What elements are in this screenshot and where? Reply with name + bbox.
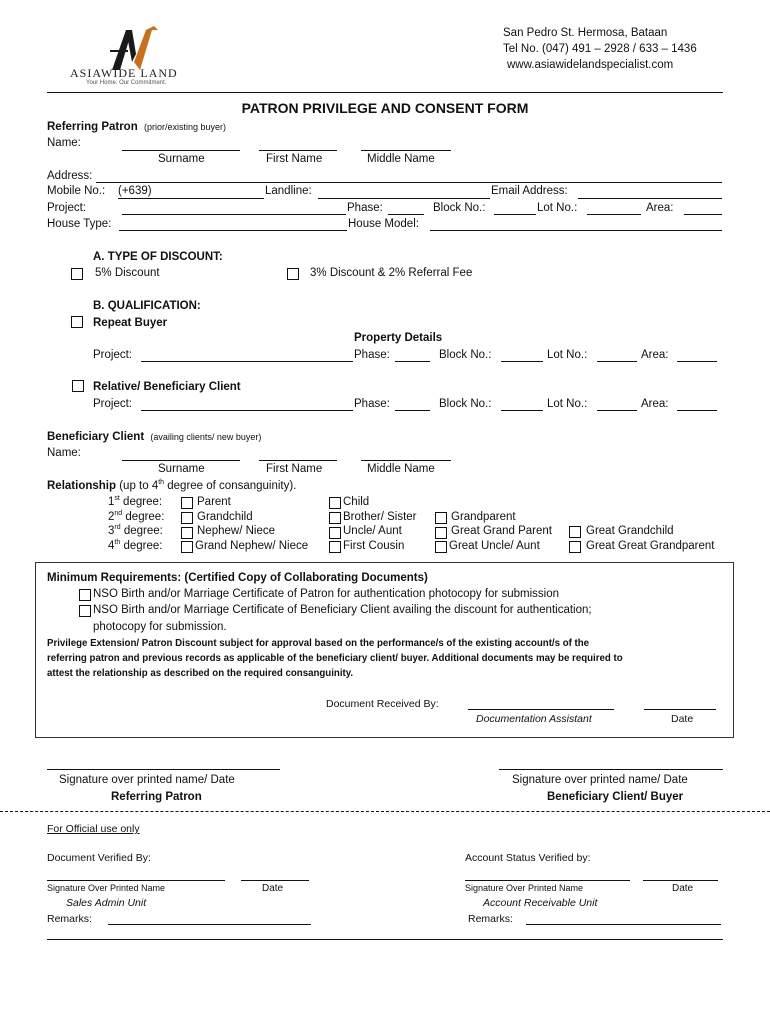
q1-phase-label: Phase: xyxy=(354,349,390,361)
req-beneficiary-cert-label-cont: photocopy for submission. xyxy=(93,621,227,633)
rel-great-grandchild-checkbox[interactable] xyxy=(569,526,581,538)
referring-project-label: Project: xyxy=(47,202,86,214)
company-address: San Pedro St. Hermosa, Bataan xyxy=(503,27,668,39)
referring-housetype-field[interactable] xyxy=(119,230,347,231)
q1-area-label: Area: xyxy=(641,349,669,361)
rel-great-grandchild-label: Great Grandchild xyxy=(586,525,674,537)
q2-project-field[interactable] xyxy=(141,410,353,411)
rel-child-label: Child xyxy=(343,496,370,508)
q2-phase-label: Phase: xyxy=(354,398,390,410)
q1-block-label: Block No.: xyxy=(439,349,492,361)
relative-checkbox[interactable] xyxy=(72,380,84,392)
req-note-line1: Privilege Extension/ Patron Discount subject for approval based on the performance/s of the existing account/s of the xyxy=(47,638,590,649)
req-patron-cert-label: NSO Birth and/or Marriage Certificate of Patron for authentication photocopy for submission xyxy=(93,588,559,600)
rel-great-great-grandparent-checkbox[interactable] xyxy=(569,541,581,553)
referring-mobile-field[interactable] xyxy=(118,198,264,199)
q2-block-label: Block No.: xyxy=(439,398,492,410)
rel-parent-label: Parent xyxy=(197,496,231,508)
degree-label: 4th degree: xyxy=(108,539,163,552)
ar-remarks-label: Remarks: xyxy=(468,913,513,925)
referring-heading: Referring Patron (prior/existing buyer) xyxy=(47,121,226,133)
rel-uncle-aunt-label: Uncle/ Aunt xyxy=(343,525,402,537)
beneficiary-middlename-label: Middle Name xyxy=(367,463,435,475)
ar-remarks-field[interactable] xyxy=(526,924,721,925)
header-divider xyxy=(47,92,723,93)
referring-name-label: Name: xyxy=(47,137,81,149)
q2-lot-label: Lot No.: xyxy=(547,398,588,410)
rel-grand-nephew-niece-label: Grand Nephew/ Niece xyxy=(195,540,309,552)
discount-3pct-checkbox[interactable] xyxy=(287,268,299,280)
beneficiary-signature-label: Signature over printed name/ Date xyxy=(512,774,688,786)
referring-address-label: Address: xyxy=(47,170,93,182)
q1-lot-field[interactable] xyxy=(597,361,637,362)
sales-sig-printed-label: Signature Over Printed Name xyxy=(47,883,166,893)
degree-label: 1st degree: xyxy=(108,495,163,508)
company-website[interactable]: www.asiawidelandspecialist.com xyxy=(507,59,674,71)
rel-great-grand-parent-label: Great Grand Parent xyxy=(451,525,552,537)
company-logo xyxy=(62,24,202,90)
referring-housemodel-label: House Model: xyxy=(348,218,419,230)
relative-label: Relative/ Beneficiary Client xyxy=(93,381,241,393)
q2-phase-field[interactable] xyxy=(395,410,430,411)
referring-landline-label: Landline: xyxy=(265,185,312,197)
document-verified-field[interactable] xyxy=(47,880,225,881)
rel-brother-sister-label: Brother/ Sister xyxy=(343,511,417,523)
rel-brother-sister-checkbox[interactable] xyxy=(329,512,341,524)
account-verified-label: Account Status Verified by: xyxy=(465,852,591,864)
rel-child-checkbox[interactable] xyxy=(329,497,341,509)
beneficiary-middlename-field[interactable] xyxy=(361,460,451,461)
doc-received-date-label: Date xyxy=(671,713,694,725)
discount-3pct-label: 3% Discount & 2% Referral Fee xyxy=(310,267,473,279)
req-patron-cert-checkbox[interactable] xyxy=(79,589,91,601)
degree-label: 3rd degree: xyxy=(108,524,163,537)
q2-area-field[interactable] xyxy=(677,410,717,411)
referring-mobile-label: Mobile No.: xyxy=(47,185,106,197)
referring-area-label: Area: xyxy=(646,202,674,214)
beneficiary-firstname-field[interactable] xyxy=(259,460,337,461)
repeat-buyer-label: Repeat Buyer xyxy=(93,317,168,329)
referring-housemodel-field[interactable] xyxy=(430,230,722,231)
logo-aw-icon xyxy=(62,24,202,72)
referring-address-field[interactable] xyxy=(96,182,722,183)
referring-landline-field[interactable] xyxy=(318,198,490,199)
rel-uncle-aunt-checkbox[interactable] xyxy=(329,527,341,539)
req-beneficiary-cert-label: NSO Birth and/or Marriage Certificate of Beneficiary Client availing the discount for authentication; xyxy=(93,604,592,616)
rel-great-great-grandparent-label: Great Great Grandparent xyxy=(586,540,715,552)
qualification-heading: B. QUALIFICATION: xyxy=(93,300,201,312)
rel-grandparent-checkbox[interactable] xyxy=(435,512,447,524)
document-received-field[interactable] xyxy=(468,709,614,710)
cut-line-divider xyxy=(0,811,770,812)
referring-phase-field[interactable] xyxy=(388,214,424,215)
referring-email-label: Email Address: xyxy=(491,185,568,197)
beneficiary-signature-role: Beneficiary Client/ Buyer xyxy=(547,791,684,803)
referring-signature-field[interactable] xyxy=(47,769,280,770)
account-verified-date-field[interactable] xyxy=(643,880,718,881)
rel-grandchild-label: Grandchild xyxy=(197,511,253,523)
q1-project-label: Project: xyxy=(93,349,132,361)
requirements-heading: Minimum Requirements: (Certified Copy of Collaborating Documents) xyxy=(47,572,428,584)
document-verified-date-field[interactable] xyxy=(241,880,309,881)
document-received-date-field[interactable] xyxy=(644,709,716,710)
referring-lot-label: Lot No.: xyxy=(537,202,578,214)
sales-remarks-label: Remarks: xyxy=(47,913,92,925)
relationship-line: Relationship (up to 4th degree of consanguinity). xyxy=(47,479,297,492)
ar-date-label: Date xyxy=(672,883,694,894)
rel-nephew-niece-label: Nephew/ Niece xyxy=(197,525,275,537)
referring-phase-label: Phase: xyxy=(347,202,383,214)
referring-mobile-prefix: (+639) xyxy=(118,185,152,197)
q2-project-label: Project: xyxy=(93,398,132,410)
sales-remarks-field[interactable] xyxy=(108,924,311,925)
ar-unit-label: Account Receivable Unit xyxy=(483,897,598,909)
referring-email-field[interactable] xyxy=(578,198,722,199)
beneficiary-signature-field[interactable] xyxy=(499,769,723,770)
rel-great-uncle-aunt-label: Great Uncle/ Aunt xyxy=(449,540,540,552)
referring-middlename-field[interactable] xyxy=(361,150,451,151)
referring-project-field[interactable] xyxy=(122,214,346,215)
referring-firstname-field[interactable] xyxy=(259,150,337,151)
q1-phase-field[interactable] xyxy=(395,361,430,362)
rel-grand-nephew-niece-checkbox[interactable] xyxy=(181,541,193,553)
rel-grandchild-checkbox[interactable] xyxy=(181,512,193,524)
req-note-line3: attest the relationship as described on the required consanguinity. xyxy=(47,668,354,679)
q2-area-label: Area: xyxy=(641,398,669,410)
referring-block-field[interactable] xyxy=(494,214,536,215)
ar-sig-printed-label: Signature Over Printed Name xyxy=(465,883,584,893)
q2-lot-field[interactable] xyxy=(597,410,637,411)
degree-label: 2nd degree: xyxy=(108,510,165,523)
referring-signature-label: Signature over printed name/ Date xyxy=(59,774,235,786)
rel-first-cousin-checkbox[interactable] xyxy=(329,541,341,553)
referring-area-field[interactable] xyxy=(684,214,722,215)
document-verified-label: Document Verified By: xyxy=(47,852,151,864)
discount-heading: A. TYPE OF DISCOUNT: xyxy=(93,251,223,263)
referring-housetype-label: House Type: xyxy=(47,218,112,230)
referring-signature-role: Referring Patron xyxy=(111,791,202,803)
beneficiary-surname-field[interactable] xyxy=(122,460,240,461)
rel-first-cousin-label: First Cousin xyxy=(343,540,405,552)
footer-divider xyxy=(47,939,723,940)
account-verified-field[interactable] xyxy=(465,880,630,881)
logo-text: ASIAWIDE LAND xyxy=(70,66,178,80)
referring-middlename-label: Middle Name xyxy=(367,153,435,165)
referring-surname-label: Surname xyxy=(158,153,205,165)
q1-area-field[interactable] xyxy=(677,361,717,362)
form-title: PATRON PRIVILEGE AND CONSENT FORM xyxy=(241,100,529,116)
rel-grandparent-label: Grandparent xyxy=(451,511,516,523)
q1-project-field[interactable] xyxy=(141,361,353,362)
repeat-buyer-checkbox[interactable] xyxy=(71,316,83,328)
discount-5pct-checkbox[interactable] xyxy=(71,268,83,280)
referring-block-label: Block No.: xyxy=(433,202,486,214)
sales-date-label: Date xyxy=(262,883,284,894)
req-note-line2: referring patron and previous records as applicable of the beneficiary client/ buyer. Additional documents may be required to xyxy=(47,653,623,664)
beneficiary-firstname-label: First Name xyxy=(266,463,323,475)
q1-block-field[interactable] xyxy=(501,361,543,362)
beneficiary-heading: Beneficiary Client (availing clients/ new buyer) xyxy=(47,431,262,443)
rel-great-uncle-aunt-checkbox[interactable] xyxy=(435,541,447,553)
discount-5pct-label: 5% Discount xyxy=(95,267,160,279)
req-beneficiary-cert-checkbox[interactable] xyxy=(79,605,91,617)
beneficiary-surname-label: Surname xyxy=(158,463,205,475)
rel-parent-checkbox[interactable] xyxy=(181,497,193,509)
company-tel: Tel No. (047) 491 – 2928 / 633 – 1436 xyxy=(503,43,697,55)
referring-surname-field[interactable] xyxy=(122,150,240,151)
rel-nephew-niece-checkbox[interactable] xyxy=(181,527,193,539)
sales-admin-unit-label: Sales Admin Unit xyxy=(66,897,147,909)
q2-block-field[interactable] xyxy=(501,410,543,411)
document-received-label: Document Received By: xyxy=(326,698,439,710)
referring-firstname-label: First Name xyxy=(266,153,323,165)
logo-tagline: Your Home. Our Commitment. xyxy=(86,80,167,86)
property-details-label: Property Details xyxy=(354,332,443,344)
rel-great-grand-parent-checkbox[interactable] xyxy=(435,527,447,539)
referring-lot-field[interactable] xyxy=(587,214,641,215)
beneficiary-name-label: Name: xyxy=(47,447,81,459)
doc-assistant-label: Documentation Assistant xyxy=(476,713,592,725)
q1-lot-label: Lot No.: xyxy=(547,349,588,361)
official-use-heading: For Official use only xyxy=(47,823,140,835)
